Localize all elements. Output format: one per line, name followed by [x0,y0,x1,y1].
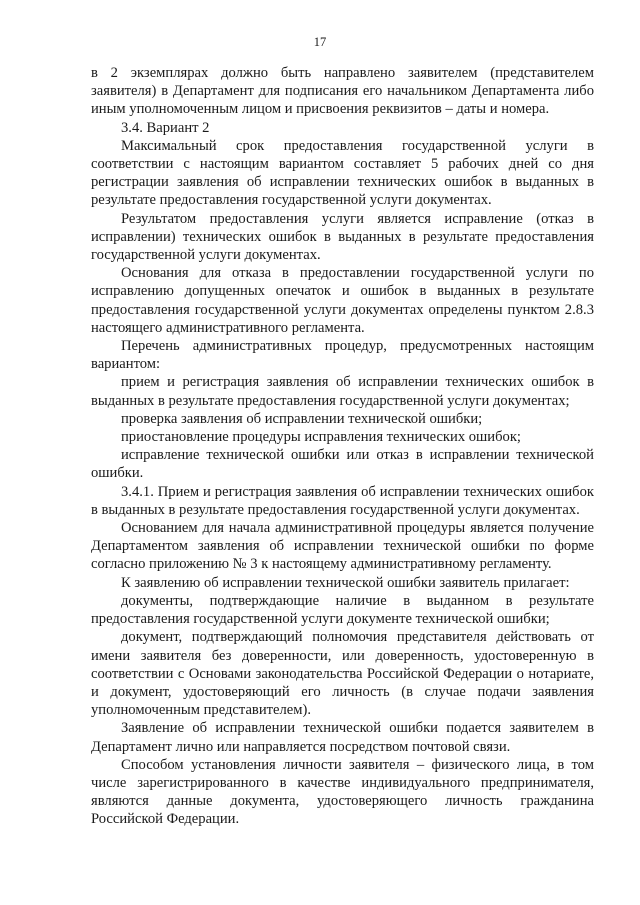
paragraph: Максимальный срок предоставления государственной услуги в соответствии с настоящим вариантом составляет 5 рабочих дней со дня регистрации заявления об исправлении технических ошибок в выданных в результате предоставления государственной услуги документах. [91,137,594,209]
paragraph: Способом установления личности заявителя – физического лица, в том числе зарегистрированного в качестве индивидуального предпринимателя, являются данные документа, удостоверяющего личность гражданина Российской Федерации. [91,756,594,828]
list-item: проверка заявления об исправлении технической ошибки; [121,410,483,427]
paragraph: Результатом предоставления услуги является исправление (отказ в исправлении) технических ошибок в выданных в результате предоставления государственной услуги документах. [91,210,594,264]
subsection-heading: 3.4.1. Прием и регистрация заявления об исправлении технических ошибок в выданных в результате предоставления государственной услуги документах. [91,483,594,518]
document-body [91,64,594,829]
list-item: документы, подтверждающие наличие в выданном в результате предоставления государственной услуги документе технической ошибки; [91,592,594,628]
paragraph: Основанием для начала административной процедуры является получение Департаментом заявления об исправлении технической ошибки по форме согласно приложению № 3 к настоящему административному регламенту. [91,520,594,573]
paragraph: К заявлению об исправлении технической ошибки заявитель прилагает: [121,574,570,591]
list-item: исправление технической ошибки или отказ в исправлении технической ошибки. [91,447,594,482]
list-item: документ, подтверждающий полномочия представителя действовать от имени заявителя без доверенности, или доверенность, удостоверенную в соответствии с Основами законодательства Российской Федерации о нотариате, и документ, удостоверяющий его личность (в случае подачи заявления уполномоченным представителем). [91,629,594,719]
section-heading: 3.4. Вариант 2 [121,119,210,136]
paragraph: в 2 экземплярах должно быть направлено заявителем (представителем заявителя) в Департамент для подписания его начальником Департамента либо иным уполномоченным лицом и присвоения реквизитов – даты и номера. [91,65,594,118]
paragraph: Заявление об исправлении технической ошибки подается заявителем в Департамент лично или направляется посредством почтовой связи. [91,720,594,755]
paragraph: Основания для отказа в предоставлении государственной услуги по исправлению допущенных опечаток и ошибок в выданных в результате предоставления государственной услуги документах определены пунктом 2.8.3 настоящего административного регламента. [91,265,594,336]
page-number: 17 [313,35,327,49]
list-item: приостановление процедуры исправления технических ошибок; [121,429,521,446]
list-item: прием и регистрация заявления об исправлении технических ошибок в выданных в результате предоставления государственной услуги документах; [91,374,594,409]
paragraph: Перечень административных процедур, предусмотренных настоящим вариантом: [91,338,594,373]
